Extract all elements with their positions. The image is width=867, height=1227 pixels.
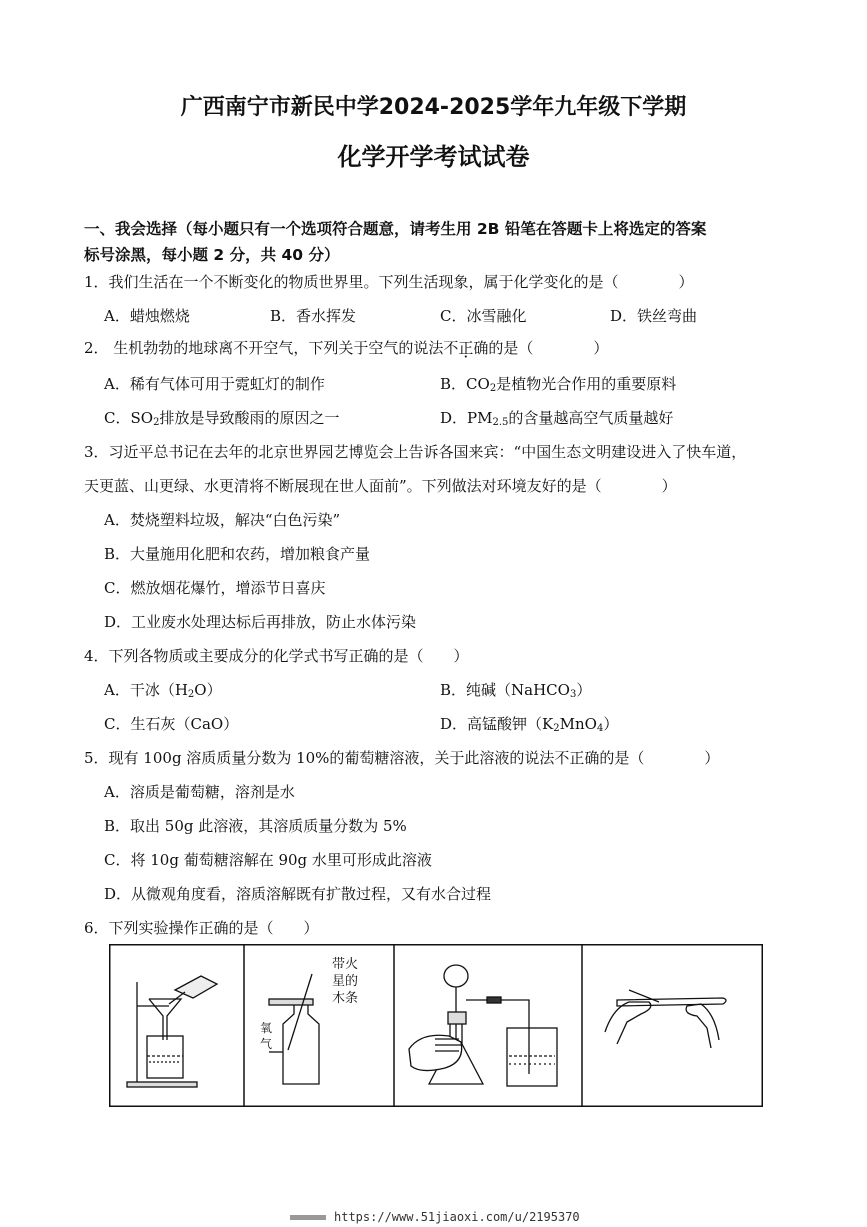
section-heading-line2: 标号涂黑，每小题 2 分，共 40 分） [84, 246, 340, 264]
q2-option-c: C．$SO_2$排放是导致酸雨的原因之一 [104, 409, 340, 428]
q4-option-d: D．高锰酸钾$(K_2MnO_4)$ [440, 715, 619, 734]
q2-option-b: B．$CO_2$是植物光合作用的重要原料 [440, 375, 677, 394]
question-2-stem [84, 338, 608, 358]
q3-option-b: B．大量施用化肥和农药，增加粮食产量 [104, 545, 371, 563]
figure-label-splint-3: 木条 [332, 990, 359, 1005]
q3-option-d: D．工业废水处理达标后再排放，防止水体污染 [104, 613, 417, 631]
q3-option-a: A．焚烧塑料垃圾，解决“白色污染” [104, 511, 341, 529]
question-3-stem-line2: 天更蓝、山更绿、水更清将不断展现在世人面前”。下列做法对环境友好的是（ ） [84, 477, 677, 495]
q2-stem-part1: 2． 生机勃勃的地球离不开空气，下列关于空气的说法 [84, 339, 444, 357]
footer-url[interactable]: https://www.51jiaoxi.com/u/2195370 [334, 1210, 580, 1224]
q1-option-b: B．香水挥发 [270, 307, 357, 325]
q6-experiment-figure [109, 944, 763, 1107]
question-1-stem: 1．我们生活在一个不断变化的物质世界里。下列生活现象，属于化学变化的是（ ） [84, 273, 694, 291]
q3-option-c: C．燃放烟花爆竹，增添节日喜庆 [104, 579, 326, 597]
figure-label-splint-2: 星的 [332, 973, 359, 988]
q2-option-d: D．$PM_{2.5}$的含量越高空气质量越好 [440, 409, 674, 428]
question-6-stem: 6．下列实验操作正确的是（ ） [84, 919, 319, 937]
filtration-setup-icon [127, 976, 217, 1087]
q5-option-a: A．溶质是葡萄糖，溶剂是水 [104, 783, 295, 801]
q2-stem-part2: 的是（ ） [488, 339, 609, 357]
page-footer [290, 1210, 580, 1224]
q1-option-a: A．蜡烛燃烧 [104, 307, 190, 325]
q1-option-d: D．铁丝弯曲 [610, 307, 698, 325]
q4-option-b: B．纯碱（NaHCO$_3$） [440, 681, 592, 700]
question-3-stem-line1: 3．习近平总书记在去年的北京世界园艺博览会上告诉各国来宾：“中国生态文明建设进入了快车道， [84, 443, 747, 461]
exam-title-line1: 广西南宁市新民中学2024-2025学年九年级下学期 [180, 95, 687, 120]
q1-option-c: C．冰雪融化 [440, 307, 527, 325]
section-heading-line1: 一、我会选择（每小题只有一个选项符合题意，请考生用 2B 铅笔在答题卡上将选定的答案 [84, 220, 707, 238]
exam-title-line2: 化学开学考试试卷 [337, 143, 530, 171]
q2-option-a: A．稀有气体可用于霓虹灯的制作 [104, 375, 325, 393]
oxygen-test-setup-icon [269, 974, 319, 1084]
q5-option-c: C．将 10g 葡萄糖溶解在 90g 水里可形成此溶液 [104, 851, 432, 869]
q4-option-a: A．干冰$(H_2O)$ [104, 681, 222, 700]
test-tube-heating-icon [605, 990, 726, 1048]
footer-watermark-mark [290, 1215, 326, 1220]
q2-stem-emphasis: 不正确 [443, 339, 489, 357]
figure-label-splint-1: 带火 [332, 956, 359, 971]
question-4-stem: 4．下列各物质或主要成分的化学式书写正确的是（ ） [84, 647, 469, 665]
airtightness-check-icon [409, 965, 557, 1086]
q5-option-b: B．取出 50g 此溶液，其溶质质量分数为 5% [104, 817, 407, 835]
figure-label-oxygen-2: 气 [260, 1037, 273, 1051]
figure-label-oxygen-1: 氧 [260, 1021, 273, 1035]
q4-option-c: C．生石灰（CaO） [104, 715, 239, 733]
q5-option-d: D．从微观角度看，溶质溶解既有扩散过程，又有水合过程 [104, 885, 492, 903]
question-5-stem: 5．现有 100g 溶质质量分数为 10%的葡萄糖溶液，关于此溶液的说法不正确的是（ ） [84, 749, 720, 767]
